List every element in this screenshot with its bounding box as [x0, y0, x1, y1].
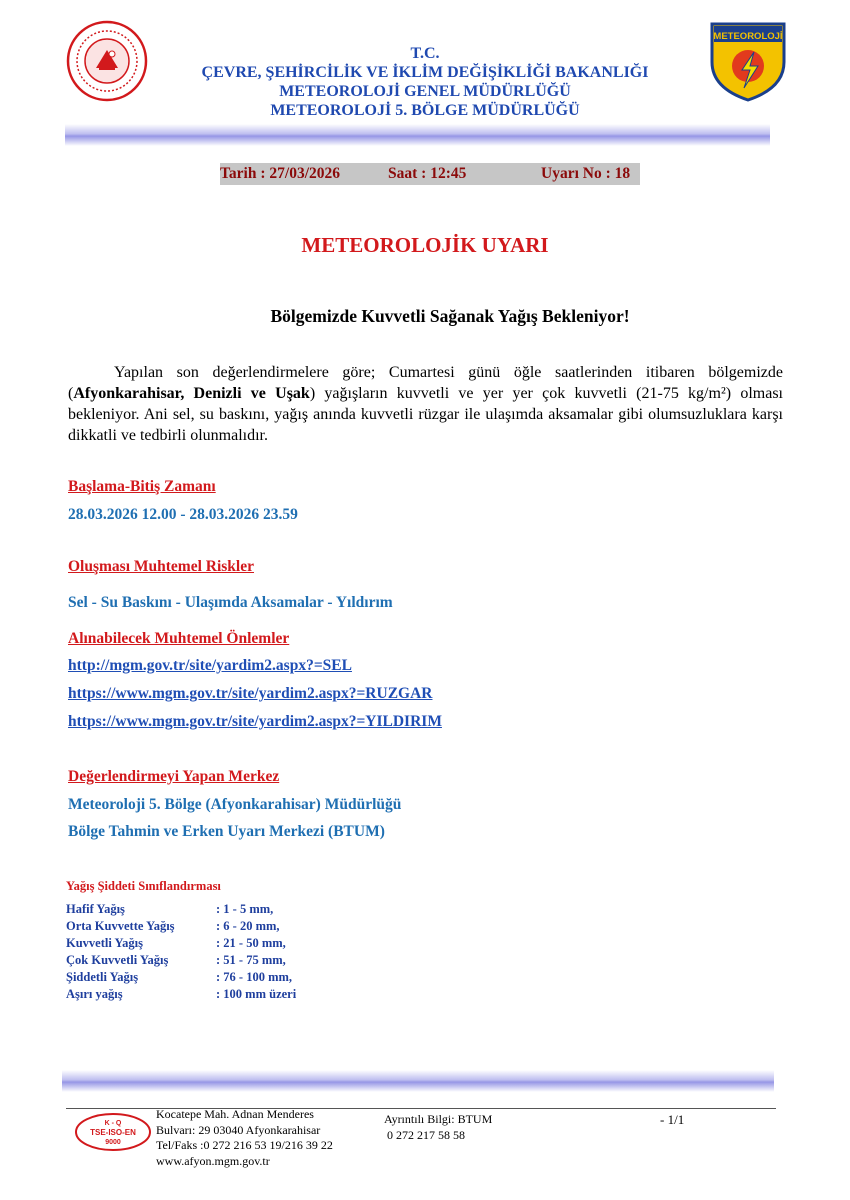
page-title: METEOROLOJİK UYARI — [301, 233, 549, 257]
time-heading: Başlama-Bitiş Zamanı — [68, 478, 216, 495]
center-heading: Değerlendirmeyi Yapan Merkez — [68, 768, 280, 785]
class-value: : 51 - 75 mm, — [216, 953, 286, 967]
body-part1: Yapılan son değerlendirmelere göre; Cumartesi günü öğle saatlerinden itibaren bölgemizde ( — [68, 364, 783, 402]
center-line2: Bölge Tahmin ve Erken Uyarı Merkezi (BTUM) — [68, 823, 385, 840]
header-ministry: ÇEVRE, ŞEHİRCİLİK VE İKLİM DEĞİŞİKLİĞİ BAKANLIĞI — [201, 64, 649, 81]
footer-address2: Bulvarı: 29 03040 Afyonkarahisar — [156, 1122, 321, 1137]
footer-web[interactable]: www.afyon.mgm.gov.tr — [156, 1153, 270, 1168]
tse-logo-bot: 9000 — [105, 1139, 121, 1146]
class-name: Orta Kuvvette Yağış — [66, 919, 175, 933]
footer-address1: Kocatepe Mah. Adnan Menderes — [156, 1107, 314, 1121]
class-value: : 100 mm üzeri — [216, 987, 297, 1001]
footer-info-label: Ayrıntılı Bilgi: BTUM — [384, 1112, 493, 1126]
classification-title: Yağış Şiddeti Sınıflandırması — [66, 879, 221, 893]
footer-address — [156, 1107, 333, 1169]
class-name: Şiddetli Yağış — [66, 970, 139, 984]
center-line1: Meteoroloji 5. Bölge (Afyonkarahisar) Müdürlüğü — [68, 796, 402, 813]
body-part2: ) yağışların kuvvetli ve yer yer çok kuvvetli (21-75 kg/m²) olması bekleniyor. Ani sel, su baskını, yağış anında kuvvetli rüzgar ile ulaşımda aksamalar gibi olumsuzluklara karşı dikkatli ve tedbirli olunmalıdır. — [68, 385, 783, 444]
link-yildirim[interactable]: https://www.mgm.gov.tr/site/yardim2.aspx?=YILDIRIM — [68, 713, 442, 730]
class-value: : 1 - 5 mm, — [216, 902, 274, 916]
date-bar — [220, 163, 640, 185]
class-value: : 76 - 100 mm, — [216, 970, 293, 984]
footer-info — [384, 1112, 492, 1143]
footer-phone: Tel/Faks :0 272 216 53 19/216 39 22 — [156, 1138, 333, 1152]
class-name: Çok Kuvvetli Yağış — [66, 953, 169, 967]
header-tc: T.C. — [410, 45, 440, 62]
time-value: 28.03.2026 12.00 - 28.03.2026 23.59 — [68, 506, 298, 523]
header-directorate: METEOROLOJİ GENEL MÜDÜRLÜĞÜ — [279, 83, 571, 100]
header-region: METEOROLOJİ 5. BÖLGE MÜDÜRLÜĞÜ — [270, 102, 580, 119]
link-sel[interactable]: http://mgm.gov.tr/site/yardim2.aspx?=SEL — [68, 657, 352, 674]
page-subtitle: Bölgemizde Kuvvetli Sağanak Yağış Bekleniyor! — [270, 306, 630, 326]
footer-divider — [62, 1070, 774, 1092]
link-ruzgar[interactable]: https://www.mgm.gov.tr/site/yardim2.aspx?=RUZGAR — [68, 685, 433, 702]
tse-iso-logo — [74, 1112, 152, 1152]
class-name: Aşırı yağış — [66, 987, 123, 1001]
page-number: - 1/1 — [660, 1112, 685, 1127]
footer-info-phone: 0 272 217 58 58 — [387, 1127, 465, 1142]
body-regions: Afyonkarahisar, Denizli ve Uşak — [73, 385, 310, 402]
date-label: Tarih : 27/03/2026 — [220, 165, 340, 182]
tse-logo-mid: TSE-ISO-EN — [90, 1128, 136, 1137]
warning-number: Uyarı No : 18 — [541, 165, 631, 182]
tse-logo-top: K - Q — [104, 1120, 122, 1127]
risks-heading: Oluşması Muhtemel Riskler — [68, 558, 254, 575]
class-name: Hafif Yağış — [66, 902, 125, 916]
time-label: Saat : 12:45 — [388, 165, 467, 182]
class-value: : 6 - 20 mm, — [216, 919, 280, 933]
warning-body — [68, 362, 783, 446]
risks-value: Sel - Su Baskını - Ulaşımda Aksamalar - Yıldırım — [68, 594, 393, 611]
class-value: : 21 - 50 mm, — [216, 936, 286, 950]
meteoroloji-logo-text: METEOROLOJİ — [713, 31, 783, 42]
class-name: Kuvvetli Yağış — [66, 936, 143, 950]
measures-heading: Alınabilecek Muhtemel Önlemler — [68, 630, 290, 647]
header-divider — [65, 124, 770, 146]
